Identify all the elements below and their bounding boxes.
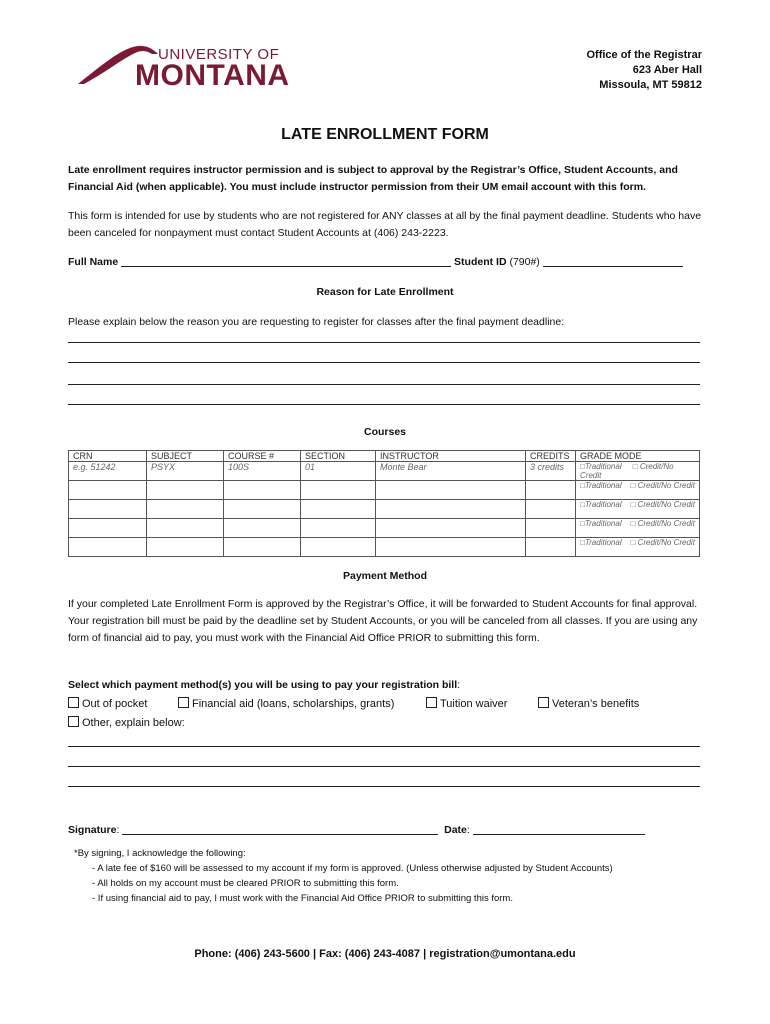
checkbox-icon[interactable]: □ <box>580 462 585 471</box>
checkbox-icon[interactable]: □ <box>580 500 585 509</box>
col-section: SECTION <box>301 451 376 462</box>
grade-credit: Credit/No Credit <box>637 481 695 490</box>
grade-mode-cell <box>576 481 700 500</box>
university-logo <box>78 40 318 92</box>
payment-heading: Payment Method <box>342 570 427 582</box>
payment-select-label: Select which payment method(s) you will be using to pay your registration bill: <box>68 679 461 691</box>
credits-cell[interactable] <box>526 519 576 538</box>
grade-mode-cell <box>576 519 700 538</box>
instructor-cell[interactable] <box>376 481 526 500</box>
option-label: Tuition waiver <box>440 698 508 710</box>
intro-text: This form is intended for use by students who are not registered for ANY classes at all by the final payment deadline. Students who have been canceled for nonpayment must contact Student Accounts at (406) 243-2223. <box>68 210 702 239</box>
checkbox-icon[interactable]: □ <box>580 519 585 528</box>
grade-traditional: Traditional <box>584 538 622 547</box>
payment-text: If your completed Late Enrollment Form is approved by the Registrar’s Office, it will be forwarded to Student Accounts for final approval. Your registration bill must be paid by the deadline set by Student Accounts, or you will be canceled from all classes. If you are using any form of financial aid to pay, you must work with the Financial Aid Office PRIOR to submitting this form. <box>68 598 698 644</box>
signature-label: Signature <box>68 824 117 836</box>
checkbox-icon[interactable] <box>538 697 549 708</box>
other-line[interactable] <box>68 786 700 787</box>
table-row <box>69 481 700 500</box>
course-cell[interactable] <box>224 538 301 557</box>
checkbox-icon[interactable]: □ <box>630 500 636 509</box>
option-label: Other, explain below: <box>82 717 185 729</box>
logo-university-of: UNIVERSITY OF <box>158 46 280 63</box>
example-course[interactable]: 100S <box>224 462 301 481</box>
full-name-label: Full Name <box>68 256 119 268</box>
checkbox-icon[interactable] <box>426 697 437 708</box>
course-cell[interactable] <box>224 519 301 538</box>
course-cell[interactable] <box>224 500 301 519</box>
grade-mode-cell <box>576 538 700 557</box>
example-subject[interactable]: PSYX <box>147 462 224 481</box>
table-row <box>69 519 700 538</box>
col-credits: CREDITS <box>526 451 576 462</box>
ack-items <box>74 861 613 906</box>
acknowledgement <box>74 846 613 906</box>
instructor-cell[interactable] <box>376 519 526 538</box>
crn-cell[interactable] <box>69 538 147 557</box>
student-id-hint: (790#) <box>509 256 540 268</box>
checkbox-icon[interactable] <box>68 697 79 708</box>
instructor-cell[interactable] <box>376 500 526 519</box>
student-id-field[interactable] <box>543 266 683 267</box>
crn-cell[interactable] <box>69 519 147 538</box>
course-cell[interactable] <box>224 481 301 500</box>
intro-bold: Late enrollment requires instructor permission and is subject to approval by the Registrar’s Office, Student Accounts, and Financial Aid (when applicable). You must include instructor permission from their UM email account with this form. <box>68 164 678 193</box>
reason-line[interactable] <box>68 384 700 385</box>
grade-traditional: Traditional <box>584 500 622 509</box>
grade-credit: Credit/No Credit <box>637 538 695 547</box>
grade-credit: Credit/No Credit <box>637 519 695 528</box>
table-header-row <box>69 451 700 462</box>
example-section[interactable]: 01 <box>301 462 376 481</box>
col-grade-mode: GRADE MODE <box>576 451 700 462</box>
option-label: Out of pocket <box>82 698 148 710</box>
select-label-text: Select which payment method(s) you will be using to pay your registration bill <box>68 679 458 691</box>
checkbox-icon[interactable] <box>178 697 189 708</box>
option-financial-aid[interactable] <box>178 697 394 710</box>
checkbox-icon[interactable]: □ <box>630 519 636 528</box>
date-field[interactable] <box>473 834 645 835</box>
subject-cell[interactable] <box>147 538 224 557</box>
grade-credit: Credit/No Credit <box>580 462 674 480</box>
ack-item: - A late fee of $160 will be assessed to my account if my form is approved. (Unless otherwise adjusted by Student Accounts) <box>92 863 613 874</box>
checkbox-icon[interactable]: □ <box>580 538 585 547</box>
example-instructor[interactable]: Monte Bear <box>376 462 526 481</box>
option-veterans-benefits[interactable] <box>538 697 639 710</box>
form-title: LATE ENROLLMENT FORM <box>281 126 489 143</box>
instructor-cell[interactable] <box>376 538 526 557</box>
other-line[interactable] <box>68 746 700 747</box>
credits-cell[interactable] <box>526 500 576 519</box>
section-cell[interactable] <box>301 500 376 519</box>
reason-prompt: Please explain below the reason you are requesting to register for classes after the final payment deadline: <box>68 316 565 328</box>
subject-cell[interactable] <box>147 500 224 519</box>
section-cell[interactable] <box>301 538 376 557</box>
checkbox-icon[interactable] <box>68 716 79 727</box>
checkbox-icon[interactable]: □ <box>632 462 638 471</box>
option-tuition-waiver[interactable] <box>426 697 507 710</box>
courses-heading: Courses <box>363 426 406 438</box>
section-cell[interactable] <box>301 481 376 500</box>
grade-traditional: Traditional <box>584 481 622 490</box>
grade-traditional: Traditional <box>584 462 622 471</box>
grade-traditional: Traditional <box>584 519 622 528</box>
address-line: Missoula, MT 59812 <box>599 79 702 91</box>
name-id-row <box>68 256 683 268</box>
table-row <box>69 462 700 481</box>
registrar-address <box>586 48 702 93</box>
address-line: 623 Aber Hall <box>632 64 702 76</box>
crn-cell[interactable] <box>69 481 147 500</box>
student-id-label: Student ID <box>454 256 507 268</box>
date-label: Date <box>444 824 467 836</box>
example-crn[interactable]: e.g. 51242 <box>69 462 147 481</box>
col-subject: SUBJECT <box>147 451 224 462</box>
reason-line[interactable] <box>68 342 700 343</box>
col-instructor: INSTRUCTOR <box>376 451 526 462</box>
col-crn: CRN <box>69 451 147 462</box>
ack-intro: *By signing, I acknowledge the following: <box>74 848 246 859</box>
other-line[interactable] <box>68 766 700 767</box>
signature-field[interactable] <box>122 834 438 835</box>
checkbox-icon[interactable]: □ <box>630 481 636 490</box>
grade-credit: Credit/No Credit <box>637 500 695 509</box>
ack-item: - If using financial aid to pay, I must work with the Financial Aid Office PRIOR to submitting this form. <box>92 893 513 904</box>
full-name-field[interactable] <box>121 266 451 267</box>
subject-cell[interactable] <box>147 519 224 538</box>
option-label: Veteran’s benefits <box>552 698 640 710</box>
option-other[interactable] <box>68 716 185 729</box>
example-credits[interactable]: 3 credits <box>526 462 576 481</box>
ack-item: - All holds on my account must be cleared PRIOR to submitting this form. <box>92 878 399 889</box>
credits-cell[interactable] <box>526 538 576 557</box>
signature-row: Signature: Date: <box>68 824 645 836</box>
option-out-of-pocket[interactable] <box>68 697 147 710</box>
credits-cell[interactable] <box>526 481 576 500</box>
section-cell[interactable] <box>301 519 376 538</box>
option-label: Financial aid (loans, scholarships, grants) <box>192 698 395 710</box>
courses-table <box>68 450 700 557</box>
contact-footer: Phone: (406) 243-5600 | Fax: (406) 243-4087 | registration@umontana.edu <box>194 948 576 960</box>
col-course: COURSE # <box>224 451 301 462</box>
checkbox-icon[interactable]: □ <box>580 481 585 490</box>
table-row <box>69 538 700 557</box>
subject-cell[interactable] <box>147 481 224 500</box>
reason-line[interactable] <box>68 404 700 405</box>
checkbox-icon[interactable]: □ <box>630 538 636 547</box>
table-row <box>69 500 700 519</box>
grade-mode-cell <box>576 500 700 519</box>
reason-line[interactable] <box>68 362 700 363</box>
crn-cell[interactable] <box>69 500 147 519</box>
reason-heading: Reason for Late Enrollment <box>316 286 454 298</box>
logo-montana: MONTANA <box>135 59 290 92</box>
address-line: Office of the Registrar <box>586 49 702 61</box>
grade-mode-cell <box>576 462 700 481</box>
